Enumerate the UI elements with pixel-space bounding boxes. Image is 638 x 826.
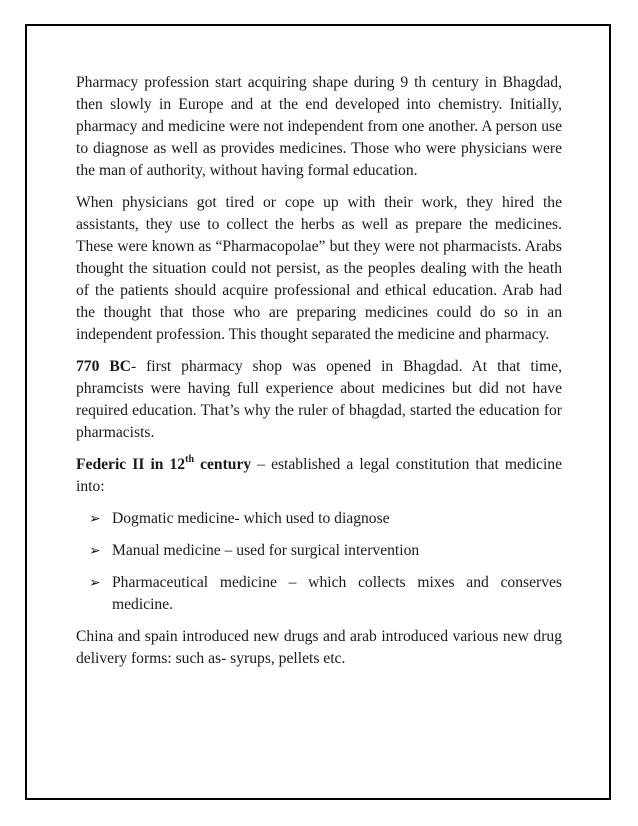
paragraph-pharmacopolae: When physicians got tired or cope up with their work, they hired the assistants, they use to collect the herbs as well as prepare the medicines. These were known as “Pharmacopolae” but they were not pharmacists. Arabs thought the situation could not persist, as the peoples dealing with the heath of the patients should acquire professional and ethical education. Arab had the thought that those who are preparing medicines could do so in an independent profession. This thought separated the medicine and pharmacy. [76, 194, 562, 343]
medicine-types-list [76, 508, 562, 616]
federic-heading-century: century [194, 456, 252, 473]
arrow-bullet-icon: ➢ [89, 575, 101, 591]
ordinal-suffix: th [185, 453, 195, 465]
list-item-text: Pharmaceutical medicine – which collects mixes and conserves medicine. [112, 574, 562, 613]
list-item-text: Dogmatic medicine- which used to diagnose [112, 510, 390, 527]
list-item-text: Manual medicine – used for surgical intervention [112, 542, 420, 559]
list-item [76, 540, 562, 562]
list-item [76, 572, 562, 616]
paragraph-770bc [76, 356, 562, 444]
list-item [76, 508, 562, 530]
paragraph-history-origin: Pharmacy profession start acquiring shape during 9 th century in Bhagdad, then slowly in Europe and at the end developed into chemistry. Initially, pharmacy and medicine were not independent from one another. A person use to diagnose as well as provides medicines. Those who were physicians were the man of authority, without having formal education. [76, 74, 562, 179]
arrow-bullet-icon: ➢ [89, 543, 101, 559]
paragraph-china-spain: China and spain introduced new drugs and arab introduced various new drug delivery forms: such as- syrups, pellets etc. [76, 628, 562, 667]
federic-heading-text: Federic II in 12 [76, 456, 186, 473]
federic-heading [76, 453, 252, 473]
paragraph-federic-text: – established a legal constitution that medicine into: [76, 456, 562, 495]
document-body [76, 72, 562, 680]
paragraph-federic [76, 454, 562, 498]
date-label-770bc: 770 BC [76, 358, 131, 375]
paragraph-770bc-text: - first pharmacy shop was opened in Bhagdad. At that time, phramcists were having full experience about medicines but did not have required education. That’s why the ruler of bhagdad, started the education for pharmacists. [76, 358, 562, 441]
arrow-bullet-icon: ➢ [89, 511, 101, 527]
